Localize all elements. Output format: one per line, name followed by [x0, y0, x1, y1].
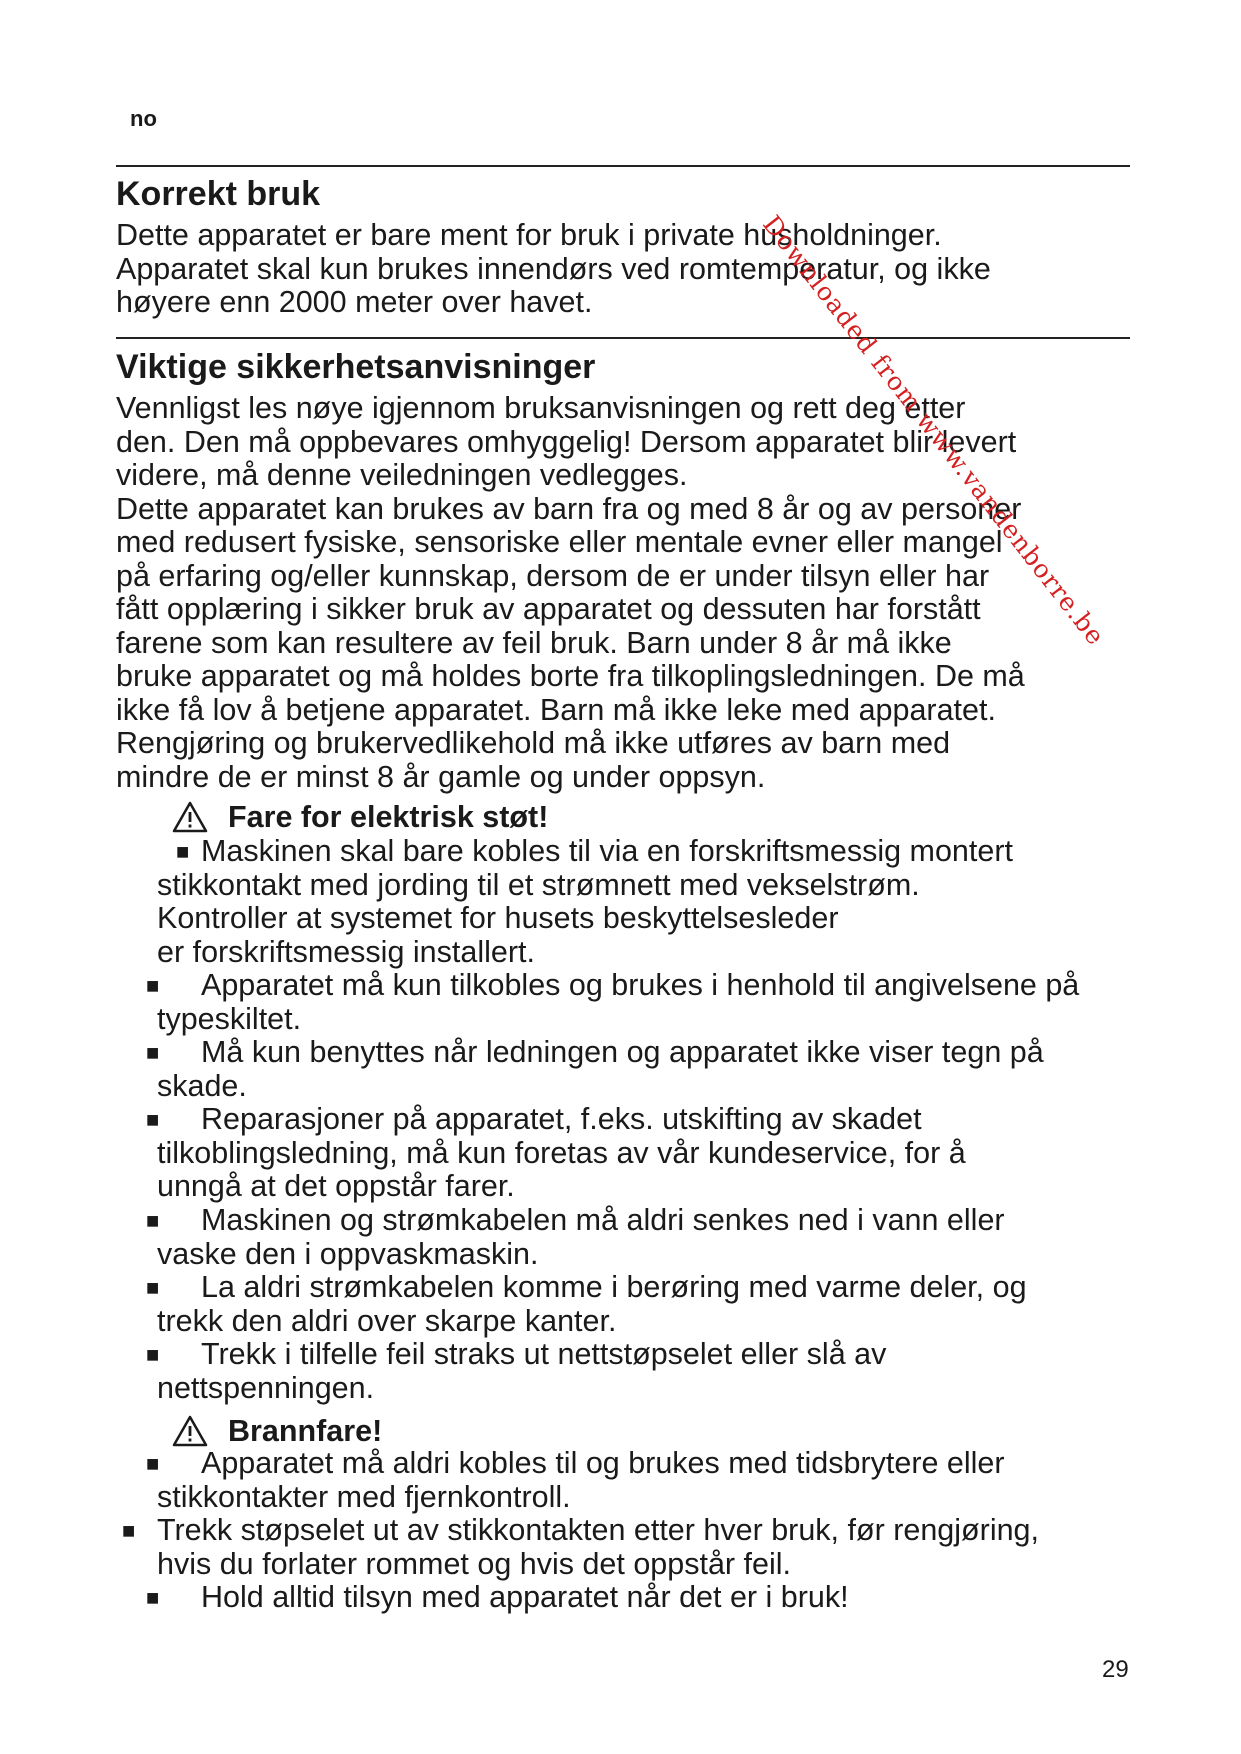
bullet-icon: ■ [146, 1208, 160, 1233]
section-divider [116, 165, 1130, 167]
bullet-icon: ■ [146, 1585, 160, 1610]
text-line: skade. [157, 1068, 247, 1103]
text-line: Reparasjoner på apparatet, f.eks. utskifting av skadet [201, 1102, 922, 1136]
warning-title: Fare for elektrisk støt! [228, 800, 549, 834]
text-line: Trekk i tilfelle feil straks ut nettstøpselet eller slå av [201, 1337, 887, 1371]
language-code: no [130, 106, 157, 131]
text-line: på erfaring og/eller kunnskap, dersom de er under tilsyn eller har [116, 558, 990, 593]
section-text-korrekt-bruk [116, 219, 1146, 320]
text-line: Maskinen skal bare kobles til via en forskriftsmessig montert [201, 834, 1013, 868]
text-line: trekk den aldri over skarpe kanter. [157, 1303, 617, 1338]
text-line: Må kun benyttes når ledningen og apparatet ikke viser tegn på [201, 1035, 1044, 1069]
text-line: Dette apparatet er bare ment for bruk i private husholdninger. [116, 218, 942, 252]
text-line: Apparatet må kun tilkobles og brukes i henhold til angivelsene på [201, 968, 1080, 1002]
bullet-icon: ■ [146, 1107, 160, 1132]
list-item-text [157, 1204, 1157, 1271]
list-item-text [157, 1447, 1157, 1514]
bullet-icon: ■ [146, 973, 160, 998]
list-item-text [157, 1036, 1157, 1103]
text-line: hvis du forlater rommet og hvis det oppstår feil. [157, 1546, 792, 1581]
text-line: Apparatet skal kun brukes innendørs ved romtemperatur, og ikke [116, 251, 991, 286]
page-number: 29 [1102, 1656, 1129, 1683]
list-item-text [157, 1514, 1157, 1581]
bullet-icon: ■ [146, 1451, 160, 1476]
bullet-icon: ■ [146, 1040, 160, 1065]
text-line: den. Den må oppbevares omhyggelig! Dersom apparatet blir levert [116, 424, 1017, 459]
bullet-icon: ■ [176, 839, 190, 864]
text-line: Kontroller at systemet for husets beskyttelsesleder [157, 901, 839, 935]
warning-fire [172, 1414, 382, 1448]
text-line: bruke apparatet og må holdes borte fra tilkoplingsledningen. De må [116, 659, 1025, 693]
text-line: typeskiltet. [157, 1001, 302, 1036]
text-line: vaske den i oppvaskmaskin. [157, 1236, 539, 1271]
warning-electric-shock [172, 800, 548, 834]
text-line: fått opplæring i sikker bruk av apparatet og dessuten har forstått [116, 592, 981, 626]
bullet-icon: ■ [122, 1518, 136, 1543]
list-item-text [157, 969, 1157, 1036]
text-line: farene som kan resultere av feil bruk. Barn under 8 år må ikke [116, 625, 952, 660]
text-line: stikkontakter med fjernkontroll. [157, 1479, 571, 1514]
text-line: Hold alltid tilsyn med apparatet når det er i bruk! [201, 1580, 849, 1614]
text-line: La aldri strømkabelen komme i berøring med varme deler, og [201, 1270, 1027, 1304]
list-item-text [157, 1271, 1157, 1338]
warning-triangle-icon [172, 1415, 208, 1447]
section-divider [116, 337, 1130, 339]
text-line: ikke få lov å betjene apparatet. Barn må ikke leke med apparatet. [116, 692, 996, 727]
section-title-korrekt-bruk: Korrekt bruk [116, 175, 321, 213]
text-line: videre, må denne veiledningen vedlegges. [116, 458, 688, 492]
text-line: nettspenningen. [157, 1370, 375, 1405]
text-line: med redusert fysiske, sensoriske eller mentale evner eller mangel [116, 525, 1003, 559]
text-line: Maskinen og strømkabelen må aldri senkes ned i vann eller [201, 1203, 1005, 1237]
text-line: Vennligst les nøye igjennom bruksanvisningen og rett deg etter [116, 391, 966, 425]
text-line: er forskriftsmessig installert. [157, 934, 535, 969]
text-line: mindre de er minst 8 år gamle og under oppsyn. [116, 759, 766, 794]
bullet-icon: ■ [146, 1342, 160, 1367]
text-line: Rengjøring og brukervedlikehold må ikke utføres av barn med [116, 726, 951, 760]
warning-triangle-icon [172, 801, 208, 833]
text-line: høyere enn 2000 meter over havet. [116, 285, 593, 319]
list-item-text [157, 1581, 1157, 1615]
bullet-icon: ■ [146, 1275, 160, 1300]
text-line: Apparatet må aldri kobles til og brukes med tidsbrytere eller [201, 1446, 1005, 1480]
list-item-text [157, 1338, 1157, 1405]
section-title-sikkerhet: Viktige sikkerhetsanvisninger [116, 348, 596, 386]
watermark-download-link[interactable]: Downloaded from www.vandenborre.be [757, 210, 1111, 651]
text-line: Dette apparatet kan brukes av barn fra og med 8 år og av personer [116, 491, 1022, 526]
text-line: Trekk støpselet ut av stikkontakten etter hver bruk, før rengjøring, [157, 1513, 1039, 1547]
section-text-sikkerhet [116, 392, 1146, 794]
text-line: tilkoblingsledning, må kun foretas av vår kundeservice, for å [157, 1135, 966, 1170]
list-item-text [157, 835, 1157, 969]
text-line: stikkontakt med jording til et strømnett med vekselstrøm. [157, 867, 920, 902]
warning-title: Brannfare! [228, 1414, 383, 1448]
list-item-text [157, 1103, 1157, 1204]
text-line: unngå at det oppstår farer. [157, 1169, 515, 1203]
